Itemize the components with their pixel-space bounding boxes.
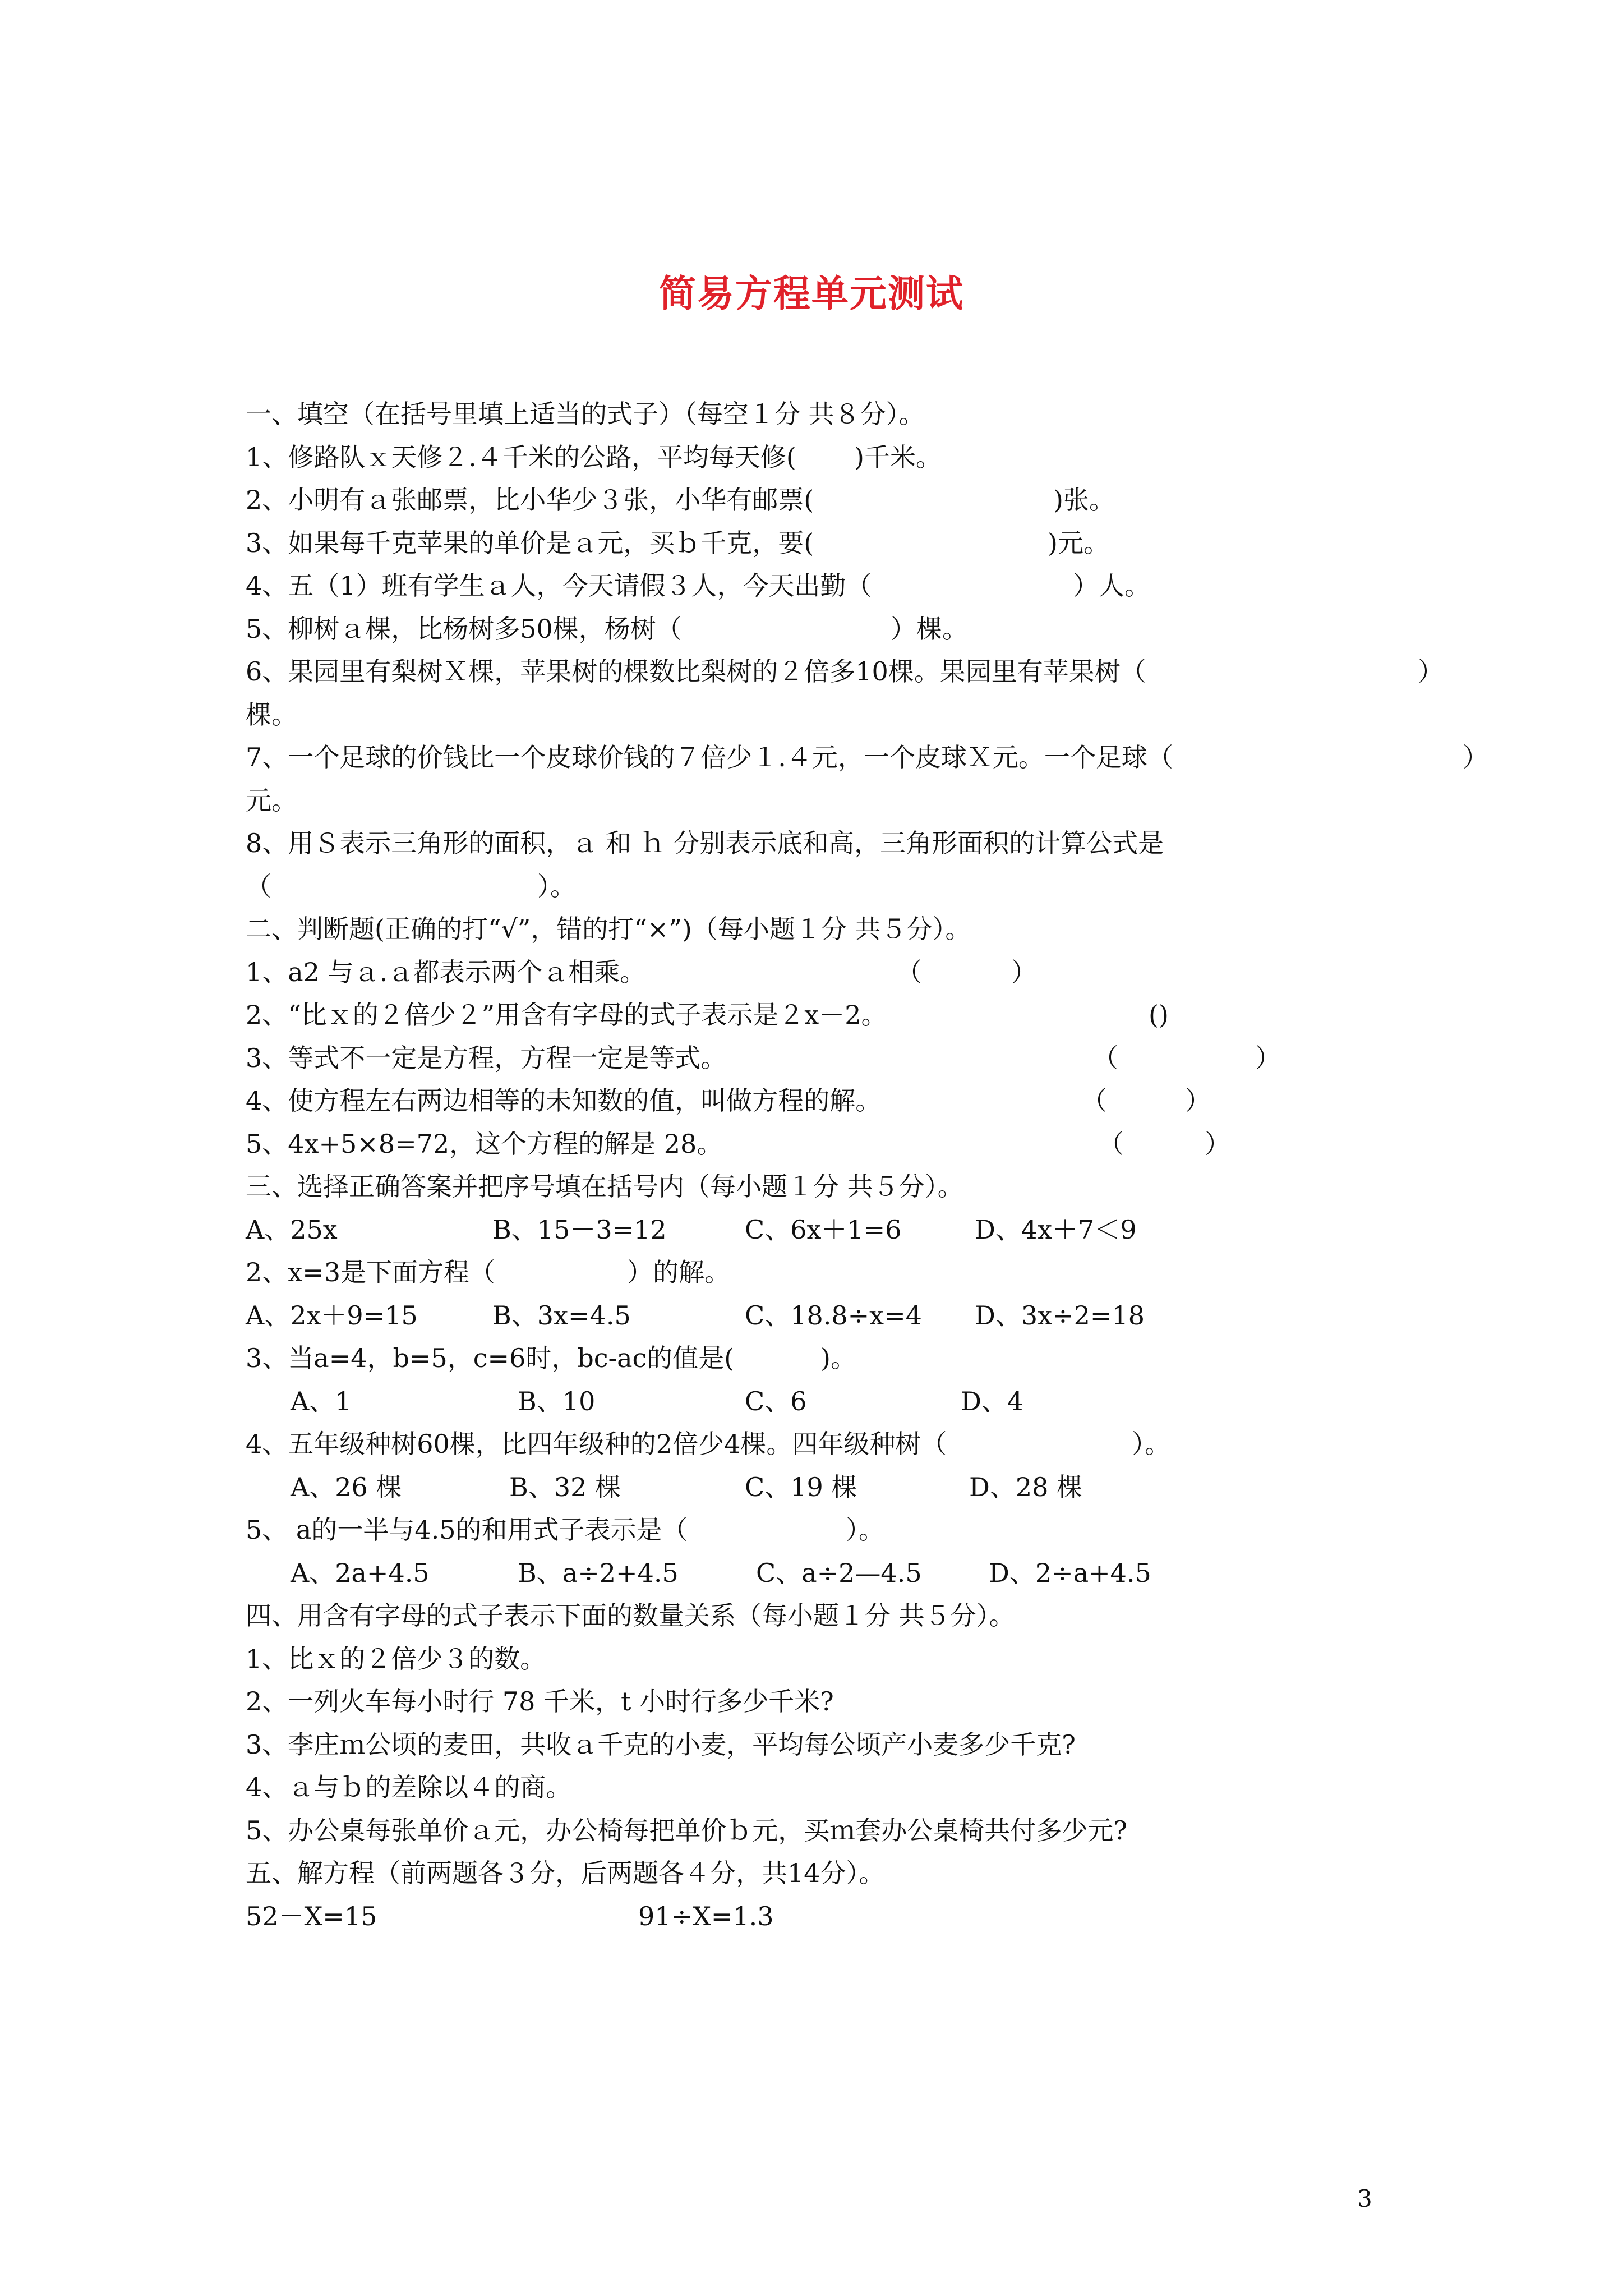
option-a: A、25x [246, 1214, 338, 1245]
s4-item-1: 1、比ｘ的２倍少３的数。 [246, 1643, 546, 1674]
s3-question-1-options [246, 1208, 1479, 1251]
question-text: 6、果园里有梨树Ｘ棵，苹果树的棵数比梨树的２倍多10棵。果园里有苹果树（ [246, 656, 1146, 687]
answer-paren: () [1149, 1000, 1169, 1030]
question-text: 3、等式不一定是方程，方程一定是等式。 [246, 1042, 727, 1073]
answer-paren-close: ） [1255, 1042, 1281, 1073]
section-3-heading: 三、选择正确答案并把序号填在括号内（每小题１分 共５分）。 [246, 1171, 963, 1202]
answer-paren-open: （ [1098, 1128, 1124, 1159]
option-c: C、a÷2—4.5 [756, 1557, 922, 1588]
option-b: B、a÷2+4.5 [518, 1557, 679, 1588]
question-text: 2、小明有ａ张邮票，比小华少３张，小华有邮票( [246, 485, 814, 515]
option-d: D、28 棵 [969, 1471, 1083, 1502]
answer-paren-open: （ [1081, 1085, 1107, 1116]
answer-blank: ）人。 [1073, 570, 1150, 601]
option-d: D、2÷a+4.5 [989, 1557, 1151, 1588]
answer-blank: )元。 [1048, 527, 1109, 558]
question-text: 7、一个足球的价钱比一个皮球价钱的７倍少１.４元，一个皮球Ｘ元。一个足球（ [246, 742, 1173, 772]
s4-item-4: 4、ａ与ｂ的差除以４的商。 [246, 1772, 572, 1802]
question-text: 1、修路队ｘ天修２.４千米的公路，平均每天修( [246, 441, 796, 472]
question-text: 4、五（1）班有学生ａ人，今天请假３人，今天出勤（ [246, 570, 872, 601]
s3-question-3-options [246, 1380, 1479, 1423]
answer-blank: ） [1418, 656, 1444, 687]
s3-question-2-options [246, 1294, 1479, 1337]
answer-blank-close: ）。 [537, 871, 576, 901]
s3-question-5-options [246, 1552, 1479, 1595]
answer-paren-open: （ [896, 956, 922, 987]
question-text: 4、使方程左右两边相等的未知数的值，叫做方程的解。 [246, 1085, 882, 1116]
s1-question-7-cont: 元。 [246, 785, 297, 816]
question-text: 3、如果每千克苹果的单价是ａ元，买ｂ千克，要( [246, 527, 814, 558]
s1-question-3 [246, 522, 1479, 565]
answer-blank: ） [1463, 742, 1488, 772]
s1-question-8-cont [246, 865, 1479, 908]
answer-paren-close: ） [1185, 1085, 1211, 1116]
s1-question-4 [246, 564, 1479, 608]
s2-question-2 [246, 993, 1479, 1037]
section-1-heading: 一、填空（在括号里填上适当的式子）（每空１分 共８分）。 [246, 399, 925, 429]
option-c: C、6x＋1=6 [745, 1214, 902, 1245]
option-d: D、3x÷2=18 [975, 1300, 1145, 1331]
answer-blank: ）的解。 [627, 1257, 730, 1287]
option-b: B、3x=4.5 [492, 1300, 631, 1331]
s3-question-4-options [246, 1466, 1479, 1509]
answer-blank: ）棵。 [891, 613, 968, 644]
option-d: D、4 [961, 1386, 1024, 1416]
option-a: A、1 [291, 1386, 352, 1416]
s1-question-6-cont: 棵。 [246, 699, 297, 730]
answer-blank: )千米。 [854, 441, 942, 472]
answer-paren-close: ） [1011, 956, 1037, 987]
section-5-heading: 五、解方程（前两题各３分，后两题各４分，共14分）。 [246, 1858, 885, 1888]
question-text: 2、“比ｘ的２倍少２”用含有字母的式子表示是２x－2。 [246, 1000, 887, 1030]
option-c: C、19 棵 [745, 1471, 857, 1502]
question-text: 1、a2 与ａ.ａ都表示两个ａ相乘。 [246, 956, 646, 987]
question-text: 2、x=3是下面方程（ [246, 1257, 496, 1287]
answer-paren-close: ） [1205, 1128, 1230, 1159]
option-d: D、4x＋7＜9 [975, 1214, 1137, 1245]
question-text: 5、柳树ａ棵，比杨树多50棵，杨树（ [246, 613, 682, 644]
option-b: B、10 [518, 1386, 596, 1416]
answer-paren-open: （ [1092, 1042, 1118, 1073]
worksheet-body [246, 393, 1488, 1938]
s2-question-3 [246, 1037, 1479, 1080]
equation-2: 91÷X=1.3 [638, 1901, 774, 1931]
s2-question-4 [246, 1079, 1479, 1122]
option-a: A、2a+4.5 [291, 1557, 430, 1588]
s3-question-2 [246, 1251, 1479, 1294]
answer-blank: )。 [820, 1343, 856, 1373]
s4-item-5: 5、办公桌每张单价ａ元，办公椅每把单价ｂ元，买ｍ套办公桌椅共付多少元? [246, 1815, 1127, 1846]
answer-blank: ）。 [846, 1515, 884, 1545]
s1-question-8: 8、用Ｓ表示三角形的面积，ａ 和 ｈ 分别表示底和高，三角形面积的计算公式是 [246, 828, 1164, 858]
question-text: 4、五年级种树60棵，比四年级种的2倍少4棵。四年级种树（ [246, 1429, 947, 1459]
s4-item-2: 2、一列火车每小时行 78 千米，t 小时行多少千米? [246, 1686, 834, 1717]
answer-blank: )张。 [1053, 485, 1115, 515]
question-text: 5、4x+5×8=72，这个方程的解是 28。 [246, 1128, 723, 1159]
option-b: B、32 棵 [509, 1471, 621, 1502]
s1-question-7 [246, 736, 1488, 779]
s3-question-4 [246, 1423, 1479, 1466]
equation-1: 52－X=15 [246, 1901, 377, 1931]
option-a: A、26 棵 [291, 1471, 402, 1502]
option-b: B、15－3=12 [492, 1214, 667, 1245]
s1-question-5 [246, 608, 1479, 651]
question-text: 5、 a的一半与4.5的和用式子表示是（ [246, 1515, 688, 1545]
s5-equations [246, 1895, 1479, 1938]
answer-blank: ）。 [1132, 1429, 1170, 1459]
s3-question-3 [246, 1337, 1479, 1380]
s2-question-1 [246, 951, 1479, 994]
option-c: C、6 [745, 1386, 807, 1416]
s1-question-6 [246, 650, 1479, 693]
s1-question-1 [246, 436, 1479, 479]
option-c: C、18.8÷x=4 [745, 1300, 922, 1331]
question-text: 3、当a=4，b=5，c=6时，bc-ac的值是( [246, 1343, 735, 1373]
option-a: A、2x＋9=15 [246, 1300, 418, 1331]
s3-question-5 [246, 1508, 1479, 1552]
section-2-heading: 二、判断题(正确的打“√”，错的打“×”)（每小题１分 共５分）。 [246, 914, 971, 944]
s4-item-3: 3、李庄ｍ公顷的麦田，共收ａ千克的小麦，平均每公顷产小麦多少千克? [246, 1729, 1076, 1760]
s2-question-5 [246, 1122, 1479, 1166]
page-title: 简易方程单元测试 [659, 272, 964, 315]
page-number: 3 [1357, 2185, 1372, 2212]
answer-blank-open: （ [246, 871, 271, 901]
section-4-heading: 四、用含有字母的式子表示下面的数量关系（每小题１分 共５分）。 [246, 1600, 1015, 1631]
s1-question-2 [246, 478, 1479, 522]
